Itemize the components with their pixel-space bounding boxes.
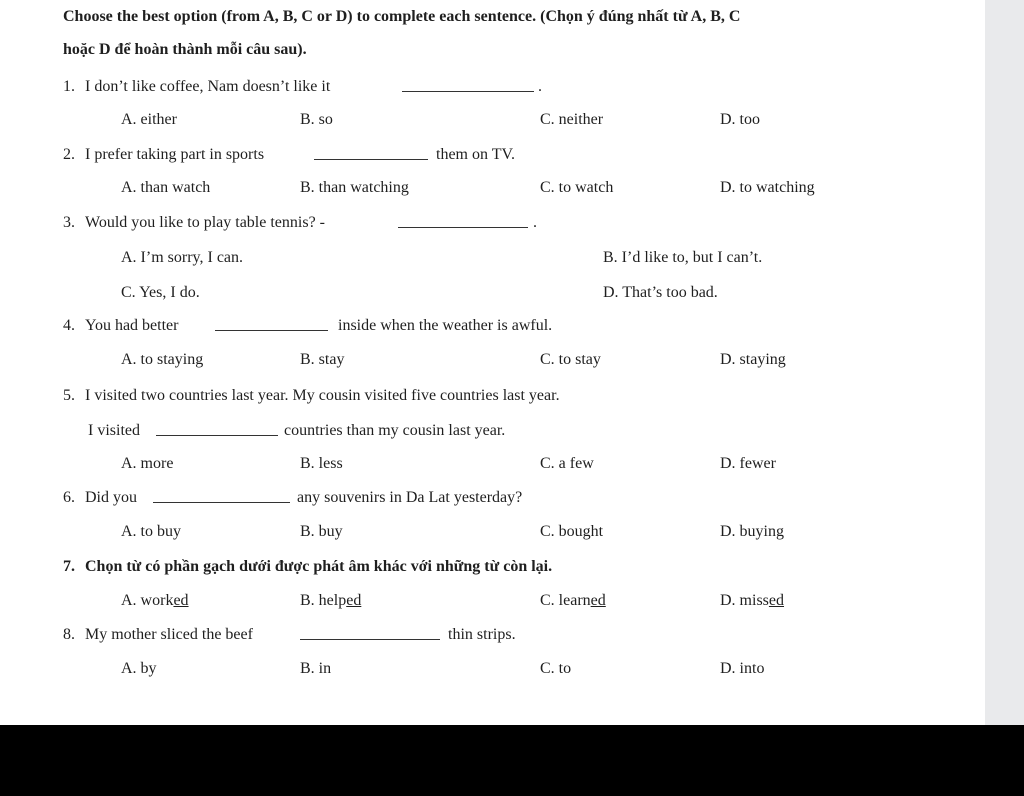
question-number: 3. <box>63 214 75 231</box>
option-b: B. so <box>300 111 333 128</box>
option-d: D. buying <box>720 523 784 540</box>
option-a: A. worked <box>121 592 189 609</box>
question-stem-end: countries than my cousin last year. <box>284 422 506 439</box>
question-number: 4. <box>63 317 75 334</box>
underlined-ending: ed <box>346 592 362 609</box>
question-stem: Would you like to play table tennis? - <box>85 214 325 231</box>
question-stem-end: . <box>538 78 542 95</box>
option-c: C. neither <box>540 111 604 128</box>
option-b: B. than watching <box>300 179 409 196</box>
question-number: 5. <box>63 387 75 404</box>
option-a: A. either <box>121 111 177 128</box>
answer-blank <box>398 213 528 228</box>
option-a: A. more <box>121 455 174 472</box>
option-b: B. buy <box>300 523 343 540</box>
option-a: A. by <box>121 660 157 677</box>
underlined-ending: ed <box>590 592 606 609</box>
question-stem: Chọn từ có phần gạch dưới được phát âm khác với những từ còn lại. <box>85 558 553 575</box>
option-c: C. learned <box>540 592 606 609</box>
option-a: A. I’m sorry, I can. <box>121 249 244 266</box>
question-stem: I prefer taking part in sports <box>85 146 265 163</box>
answer-blank <box>215 316 328 331</box>
question-stem: I don’t like coffee, Nam doesn’t like it <box>85 78 331 95</box>
option-b: B. I’d like to, but I can’t. <box>603 249 763 266</box>
option-d: D. missed <box>720 592 785 609</box>
question-number: 7. <box>63 558 75 575</box>
option-d: D. That’s too bad. <box>603 284 718 301</box>
option-b: B. less <box>300 455 343 472</box>
page-edge-shadow <box>985 0 1024 725</box>
question-number: 1. <box>63 78 75 95</box>
option-a: A. than watch <box>121 179 211 196</box>
answer-blank <box>314 145 428 160</box>
option-b: B. helped <box>300 592 362 609</box>
option-c: C. to <box>540 660 572 677</box>
question-stem-end: them on TV. <box>436 146 515 163</box>
question-stem: You had better <box>85 317 179 334</box>
option-c: C. to watch <box>540 179 614 196</box>
option-a: A. to buy <box>121 523 181 540</box>
underlined-ending: ed <box>768 592 785 609</box>
question-stem-line2: I visited <box>88 422 140 439</box>
option-b: B. stay <box>300 351 345 368</box>
instruction-text-1: Choose the best option (from A, B, C or D) to complete each sentence. (Chọn ý đúng nhất từ A, B, C <box>63 8 741 25</box>
underlined-ending: ed <box>173 592 189 609</box>
question-stem-end: inside when the weather is awful. <box>338 317 553 334</box>
question-stem-end: any souvenirs in Da Lat yesterday? <box>297 489 523 506</box>
option-d: D. to watching <box>720 179 815 196</box>
question-number: 8. <box>63 626 75 643</box>
option-d: D. too <box>720 111 760 128</box>
answer-blank <box>153 488 290 503</box>
answer-blank <box>402 77 534 92</box>
question-stem-end: . <box>533 214 537 231</box>
option-c: C. to stay <box>540 351 601 368</box>
option-a: A. to staying <box>121 351 204 368</box>
answer-blank <box>156 421 278 436</box>
question-number: 2. <box>63 146 75 163</box>
question-stem: I visited two countries last year. My cousin visited five countries last year. <box>85 387 560 404</box>
option-b: B. in <box>300 660 332 677</box>
instruction-text-2: hoặc D để hoàn thành mỗi câu sau). <box>63 41 307 58</box>
option-c: C. a few <box>540 455 594 472</box>
question-number: 6. <box>63 489 75 506</box>
option-c: C. bought <box>540 523 604 540</box>
question-stem: My mother sliced the beef <box>85 626 253 643</box>
question-stem: Did you <box>85 489 137 506</box>
option-d: D. staying <box>720 351 786 368</box>
answer-blank <box>300 625 440 640</box>
option-d: D. into <box>720 660 765 677</box>
option-c: C. Yes, I do. <box>121 284 200 301</box>
question-stem-end: thin strips. <box>448 626 516 643</box>
option-d: D. fewer <box>720 455 776 472</box>
